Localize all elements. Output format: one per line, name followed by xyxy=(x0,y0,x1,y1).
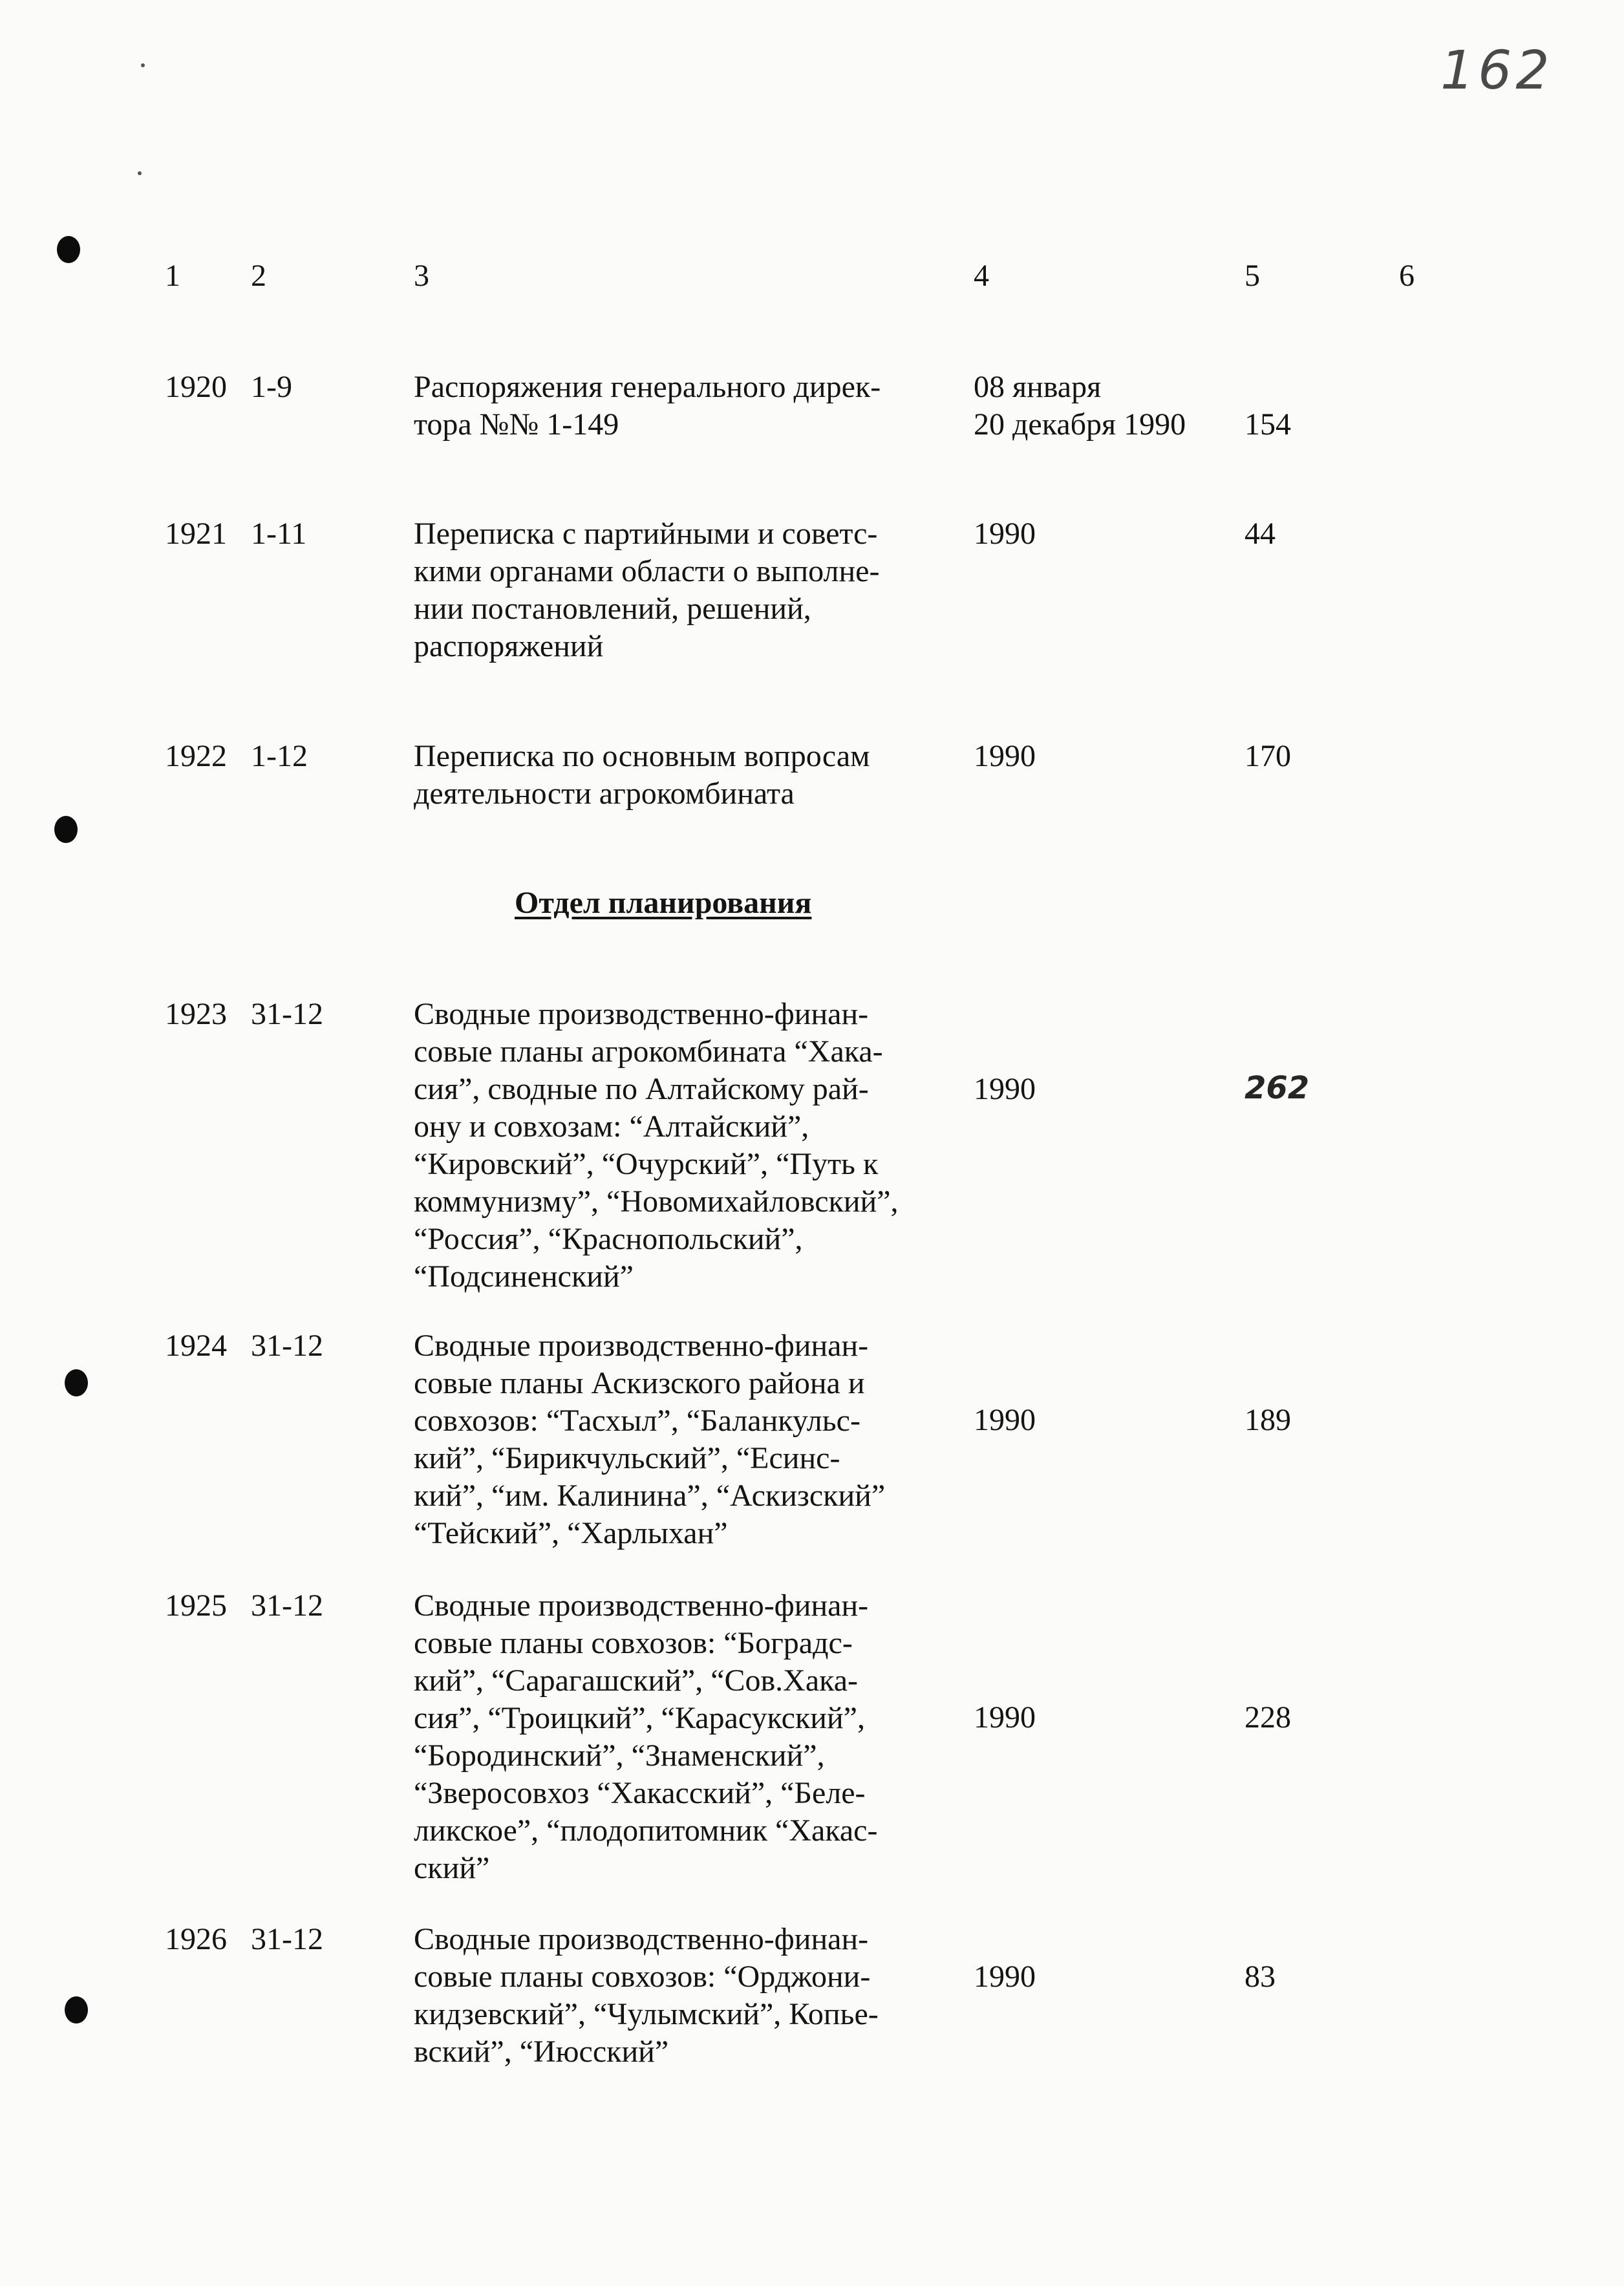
row-1925-range: 31-12 xyxy=(251,1588,323,1623)
scan-speck xyxy=(141,63,145,67)
row-1924-range: 31-12 xyxy=(251,1329,323,1363)
row-1920-number: 1920 xyxy=(165,370,227,404)
row-1920-sheets: 154 xyxy=(1245,407,1291,442)
row-1923-description: Сводные производственно-финан- совые планы агрокомбината “Хака- сия”, сводные по Алтайскому рай- ону и совхозам: “Алтайский”, “Кировский”, “Очурский”, “Путь к коммунизму”, “Новомихайловский”, “Россия”, “Краснопольский”, “Подсиненский” xyxy=(414,997,899,1294)
row-1924-description: Сводные производственно-финан- совые планы Аскизского района и совхозов: “Тасхыл”, “Баланкульс- кий”, “Бирикчульский”, “Есинс- кий”, “им. Калинина”, “Аскизский” “Тейский”, “Харлыхан” xyxy=(414,1329,886,1550)
column-header-1: 1 xyxy=(165,259,180,293)
column-header-6: 6 xyxy=(1399,259,1415,293)
row-1921-description: Переписка с партийными и советс- кими органами области о выполне- нии постановлений, решений, распоряжений xyxy=(414,517,880,663)
row-1923-sheets: 262 xyxy=(1245,1070,1310,1106)
row-1920-range: 1-9 xyxy=(251,370,292,404)
punch-hole xyxy=(57,236,80,263)
row-1922-sheets: 170 xyxy=(1245,739,1291,773)
row-1926-number: 1926 xyxy=(165,1922,227,1956)
row-1922-date: 1990 xyxy=(974,739,1036,773)
row-1926-date: 1990 xyxy=(974,1960,1036,1994)
row-1922-number: 1922 xyxy=(165,739,227,773)
row-1921-date: 1990 xyxy=(974,517,1036,551)
row-1926-range: 31-12 xyxy=(251,1922,323,1956)
row-1925-sheets: 228 xyxy=(1245,1700,1291,1735)
column-header-4: 4 xyxy=(974,259,989,293)
punch-hole xyxy=(54,816,78,843)
row-1925-description: Сводные производственно-финан- совые планы совхозов: “Боградс- кий”, “Сарагашский”, “Сов.Хака- сия”, “Троицкий”, “Карасукский”, “Бородинский”, “Знаменский”, “Зверосовхоз “Хакасский”, “Беле- ликское”, “плодопитомник “Хакас- ский” xyxy=(414,1588,878,1885)
punch-hole xyxy=(65,1996,88,2024)
row-1926-description: Сводные производственно-финан- совые планы совхозов: “Орджони- кидзевский”, “Чулымский”, Копье- вский”, “Июсский” xyxy=(414,1922,879,2069)
row-1924-number: 1924 xyxy=(165,1329,227,1363)
row-1924-sheets: 189 xyxy=(1245,1403,1291,1437)
row-1926-sheets: 83 xyxy=(1245,1960,1276,1994)
punch-hole xyxy=(65,1369,88,1396)
row-1925-number: 1925 xyxy=(165,1588,227,1623)
scan-speck xyxy=(138,171,142,175)
column-header-5: 5 xyxy=(1245,259,1260,293)
section-title: Отдел планирования xyxy=(515,886,812,920)
page-number: 162 xyxy=(1440,40,1554,101)
row-1925-date: 1990 xyxy=(974,1700,1036,1735)
row-1922-description: Переписка по основным вопросам деятельности агрокомбината xyxy=(414,739,870,811)
row-1921-sheets: 44 xyxy=(1245,517,1276,551)
row-1923-number: 1923 xyxy=(165,997,227,1031)
column-header-2: 2 xyxy=(251,259,266,293)
column-header-3: 3 xyxy=(414,259,429,293)
row-1922-range: 1-12 xyxy=(251,739,308,773)
row-1924-date: 1990 xyxy=(974,1403,1036,1437)
row-1923-range: 31-12 xyxy=(251,997,323,1031)
row-1920-description: Распоряжения генерального дирек- тора №№ 1-149 xyxy=(414,370,881,442)
row-1920-date: 08 января 20 декабря 1990 xyxy=(974,370,1186,442)
row-1921-number: 1921 xyxy=(165,517,227,551)
row-1923-date: 1990 xyxy=(974,1072,1036,1106)
row-1921-range: 1-11 xyxy=(251,517,307,551)
